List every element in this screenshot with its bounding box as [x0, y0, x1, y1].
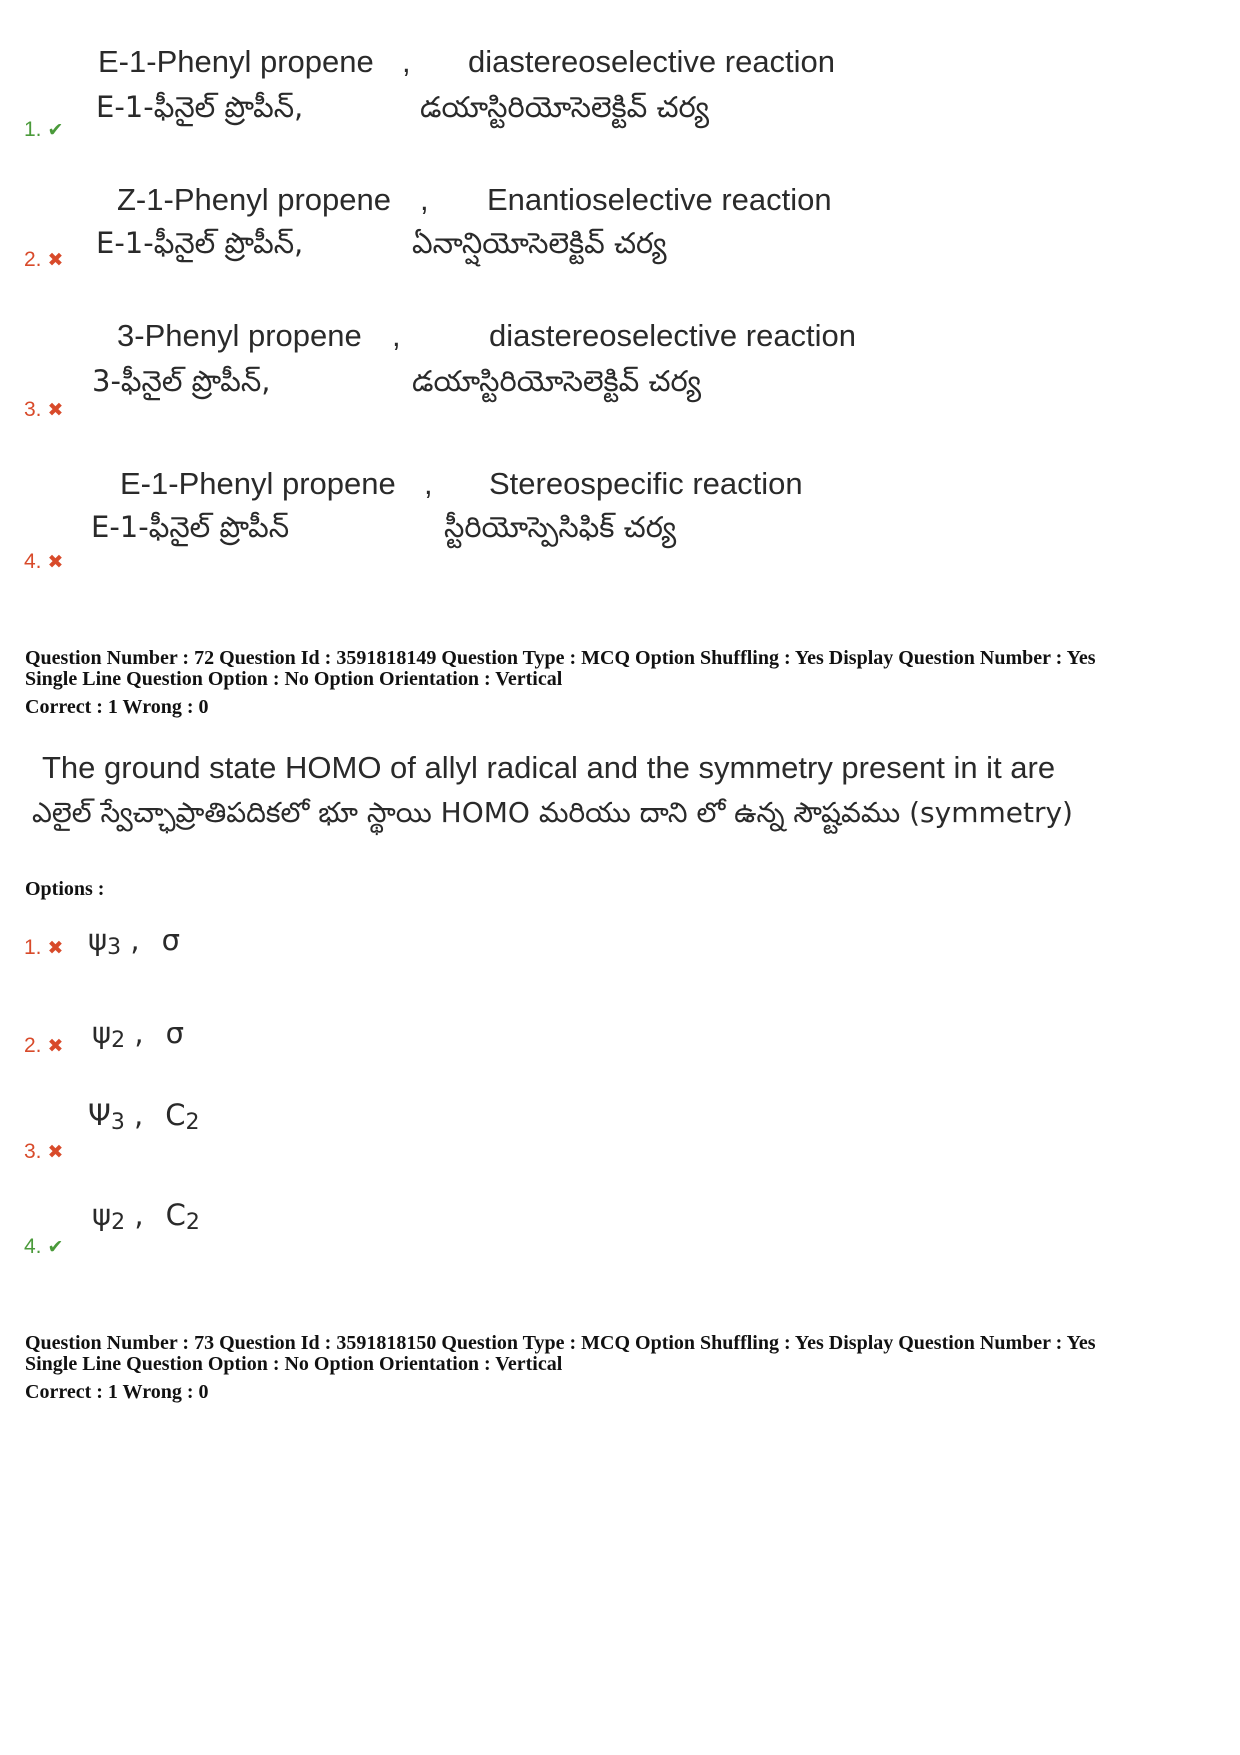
option-number	[24, 1034, 63, 1058]
option-number-text: 2.	[24, 1034, 42, 1057]
check-icon: ✔	[47, 1237, 64, 1258]
question-score-line: Correct : 1 Wrong : 0	[25, 1381, 209, 1403]
cross-icon: ✖	[47, 938, 64, 959]
option-compound-te: E-1-ఫీనైల్ ప్రొపీన్,	[96, 90, 304, 124]
option-number-text: 3.	[24, 398, 42, 421]
symmetry-symbol: C	[165, 1198, 186, 1232]
symmetry-subscript: 2	[185, 1210, 200, 1235]
option-separator: ,	[125, 1016, 144, 1050]
option-number	[24, 936, 63, 960]
option-separator: ,	[420, 182, 429, 217]
option-number-text: 4.	[24, 1235, 42, 1258]
option-separator: ,	[125, 1198, 144, 1232]
cross-icon: ✖	[47, 250, 64, 271]
option-reaction-te: స్టీరియోస్పెసిఫిక్ చర్య	[444, 510, 677, 544]
option-value	[92, 1198, 200, 1235]
option-compound-en: 3-Phenyl propene	[117, 318, 362, 353]
question-text-te: ఎలైల్ స్వేచ్ఛాప్రాతిపదికలో భూ స్థాయి HOMO మరియు దాని లో ఉన్న సౌష్టవము (symmetry)	[32, 796, 1073, 829]
psi-subscript: 2	[111, 1028, 126, 1053]
option-reaction-te: ఏనాన్షియోసెలెక్టివ్ చర్య	[412, 226, 667, 260]
option-number	[24, 398, 63, 422]
option-compound-en: E-1-Phenyl propene	[120, 466, 396, 501]
cross-icon: ✖	[47, 1036, 64, 1057]
option-compound-te: 3-ఫీనైల్ ప్రొపీన్,	[92, 364, 271, 398]
option-value	[88, 923, 180, 960]
psi-subscript: 3	[110, 1110, 125, 1135]
option-value	[88, 1098, 200, 1135]
option-compound-te: E-1-ఫీనైల్ ప్రొపీన్	[91, 510, 290, 544]
option-number-text: 1.	[24, 118, 42, 141]
question-score-line: Correct : 1 Wrong : 0	[25, 696, 209, 718]
option-compound-en: Z-1-Phenyl propene	[117, 182, 391, 217]
option-number	[24, 1235, 63, 1259]
option-number	[24, 550, 63, 574]
question-meta-line: Single Line Question Option : No Option Orientation : Vertical	[25, 1353, 563, 1375]
option-reaction-en: diastereoselective reaction	[489, 318, 857, 353]
option-number	[24, 1140, 63, 1164]
question-meta-line: Question Number : 72 Question Id : 3591818149 Question Type : MCQ Option Shuffling : Yes Display Question Number : Yes	[25, 647, 1096, 669]
option-separator: ,	[392, 318, 401, 353]
symmetry-subscript: 2	[185, 1110, 200, 1135]
option-separator: ,	[402, 44, 411, 79]
psi-symbol: ψ	[88, 923, 108, 957]
option-reaction-en: Stereospecific reaction	[489, 466, 803, 501]
question-meta-line: Single Line Question Option : No Option Orientation : Vertical	[25, 668, 563, 690]
cross-icon: ✖	[47, 400, 64, 421]
psi-subscript: 2	[111, 1210, 126, 1235]
symmetry-symbol: σ	[161, 923, 180, 957]
check-icon: ✔	[47, 120, 64, 141]
option-number-text: 2.	[24, 248, 42, 271]
option-separator: ,	[124, 1098, 144, 1132]
symmetry-symbol: σ	[165, 1016, 184, 1050]
question-meta-line: Question Number : 73 Question Id : 3591818150 Question Type : MCQ Option Shuffling : Yes Display Question Number : Yes	[25, 1332, 1096, 1354]
option-compound-en: E-1-Phenyl propene	[98, 44, 374, 79]
option-number-text: 4.	[24, 550, 42, 573]
option-reaction-te: డయాస్టిరియోసెలెక్టివ్ చర్య	[420, 90, 710, 124]
cross-icon: ✖	[47, 1142, 64, 1163]
option-compound-te: E-1-ఫీనైల్ ప్రొపీన్,	[96, 226, 304, 260]
option-value	[92, 1016, 184, 1053]
option-separator: ,	[424, 466, 433, 501]
psi-symbol: ψ	[92, 1198, 112, 1232]
psi-symbol: ψ	[92, 1016, 112, 1050]
options-label: Options :	[25, 878, 105, 900]
psi-symbol: Ψ	[88, 1098, 111, 1132]
option-reaction-te: డయాస్టిరియోసెలెక్టివ్ చర్య	[412, 364, 702, 398]
option-reaction-en: Enantioselective reaction	[487, 182, 832, 217]
option-number-text: 1.	[24, 936, 42, 959]
option-separator: ,	[121, 923, 140, 957]
option-number-text: 3.	[24, 1140, 42, 1163]
option-reaction-en: diastereoselective reaction	[468, 44, 836, 79]
psi-subscript: 3	[107, 935, 122, 960]
question-text-en: The ground state HOMO of allyl radical and the symmetry present in it are	[42, 750, 1056, 785]
option-number	[24, 248, 63, 272]
symmetry-symbol: C	[165, 1098, 186, 1132]
option-number	[24, 118, 63, 142]
cross-icon: ✖	[47, 552, 64, 573]
